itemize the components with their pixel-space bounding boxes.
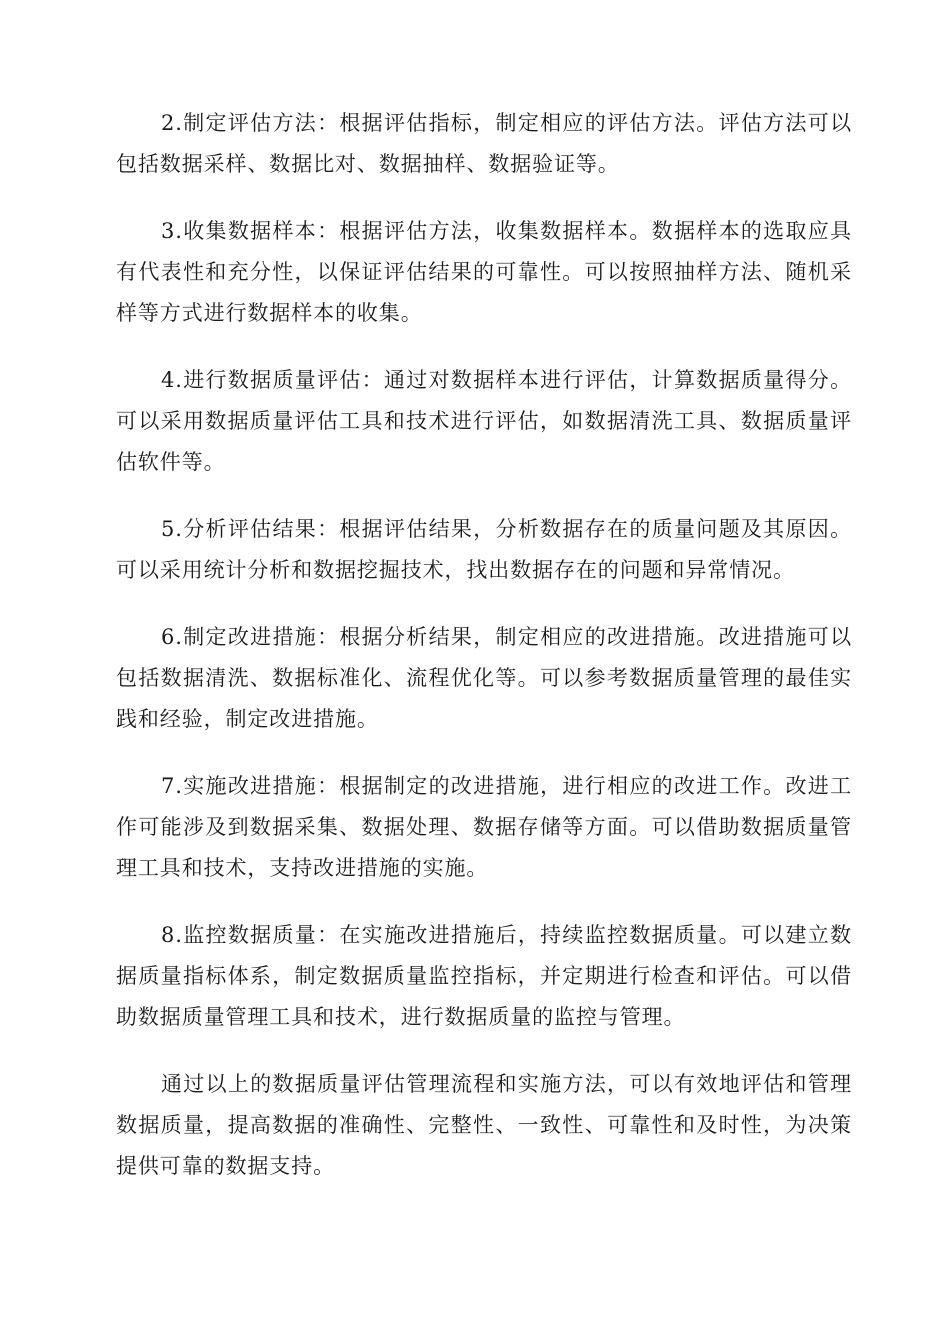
paragraph-step-8: 8.监控数据质量：在实施改进措施后，持续监控数据质量。可以建立数据质量指标体系，制定数据质量监控指标，并定期进行检查和评估。可以借助数据质量管理工具和技术，进行数据质量的监控与管理。 [116,923,852,1029]
paragraph-step-7: 7.实施改进措施：根据制定的改进措施，进行相应的改进工作。改进工作可能涉及到数据采集、数据处理、数据存储等方面。可以借助数据质量管理工具和技术，支持改进措施的实施。 [116,774,852,880]
paragraph-step-6: 6.制定改进措施：根据分析结果，制定相应的改进措施。改进措施可以包括数据清洗、数据标准化、流程优化等。可以参考数据质量管理的最佳实践和经验，制定改进措施。 [116,625,852,731]
paragraph-step-2: 2.制定评估方法：根据评估指标，制定相应的评估方法。评估方法可以包括数据采样、数据比对、数据抽样、数据验证等。 [116,111,852,176]
paragraph-step-3: 3.收集数据样本：根据评估方法，收集数据样本。数据样本的选取应具有代表性和充分性，以保证评估结果的可靠性。可以按照抽样方法、随机采样等方式进行数据样本的收集。 [116,219,852,325]
document-body [116,103,852,1187]
paragraph-step-4: 4.进行数据质量评估：通过对数据样本进行评估，计算数据质量得分。可以采用数据质量评估工具和技术进行评估，如数据清洗工具、数据质量评估软件等。 [116,368,852,474]
paragraph-conclusion: 通过以上的数据质量评估管理流程和实施方法，可以有效地评估和管理数据质量，提高数据的准确性、完整性、一致性、可靠性和及时性，为决策提供可靠的数据支持。 [116,1072,852,1178]
paragraph-step-5: 5.分析评估结果：根据评估结果，分析数据存在的质量问题及其原因。可以采用统计分析和数据挖掘技术，找出数据存在的问题和异常情况。 [116,517,852,582]
